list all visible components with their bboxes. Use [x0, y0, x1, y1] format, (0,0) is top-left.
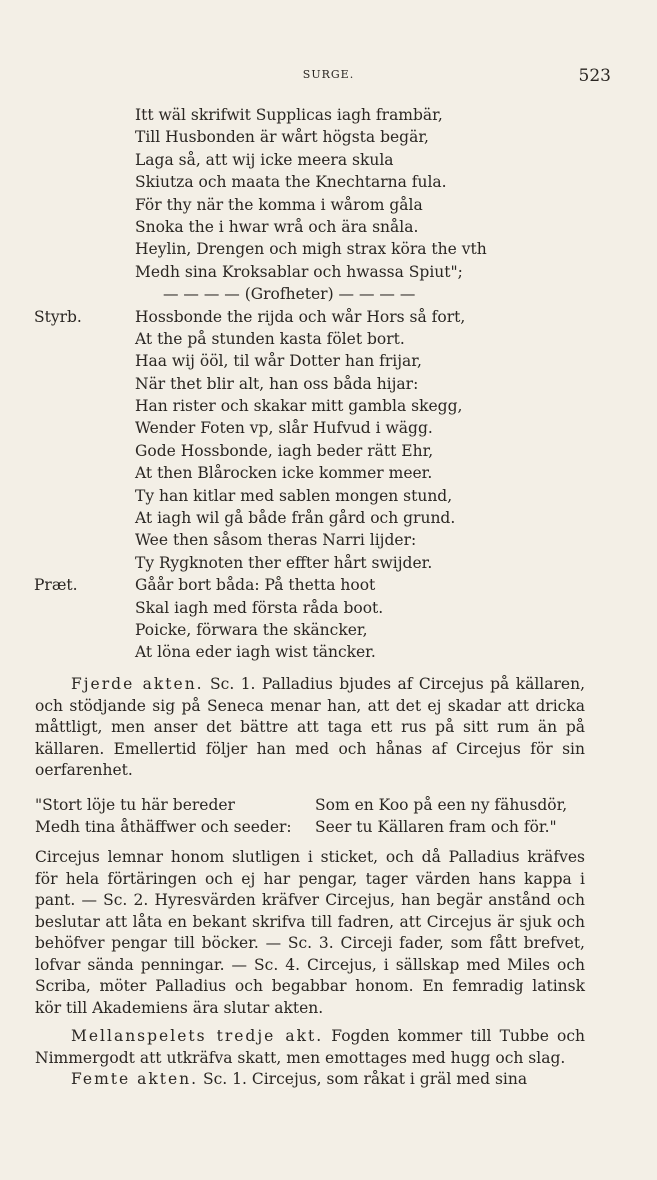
verse-line — [0, 574, 657, 596]
paragraph-text: Sc. 1. Palladius bjudes af Circejus på källaren, och stödjande sig på Seneca menar han, att det ej skadar att dricka måttligt, men anser det bättre att taga ett rus på sitt rum än på källaren. Emellertid följer han med och hånas af Circejus för sin oerfarenhet. — [35, 675, 585, 779]
verse-text: Poicke, förwara the skäncker, — [135, 620, 368, 639]
verse-text: Ty han kitlar med sablen mongen stund, — [135, 486, 453, 505]
verse-text: — — — — (Grofheter) — — — — — [163, 285, 416, 304]
verse-line — [0, 306, 657, 328]
verse-text: At iagh wil gå både från gård och grund. — [135, 509, 456, 528]
verse-text: Laga så, att wij icke meera skula — [135, 150, 394, 169]
verse-line — [0, 395, 657, 417]
running-header: SURGE. — [302, 68, 355, 81]
paragraph-act-five — [35, 1069, 585, 1091]
act-heading: Femte akten. — [71, 1070, 199, 1088]
quote-left-2: Medh tina åthäffwer och seeder: — [35, 817, 292, 836]
verse-text: Ty Rygknoten ther effter hårt swijder. — [135, 553, 433, 572]
speaker-name: Styrb. — [34, 307, 82, 326]
verse-text: Wee then såsom theras Narri lijder: — [135, 531, 417, 550]
verse-line — [0, 328, 657, 350]
verse-text: Wender Foten vp, slår Hufvud i wägg. — [135, 419, 433, 438]
verse-line — [0, 552, 657, 574]
verse-line — [0, 126, 657, 148]
verse-line — [0, 619, 657, 641]
verse-text: Till Husbonden är wårt högsta begär, — [135, 128, 429, 147]
verse-text: Medh sina Kroksablar och hwassa Spiut"; — [135, 262, 463, 281]
act-heading: Mellanspelets tredje akt. — [71, 1027, 324, 1045]
verse-text: At löna eder iagh wist täncker. — [135, 643, 376, 662]
verse-text: Snoka the i hwar wrå och ära snåla. — [135, 217, 419, 236]
verse-line — [0, 440, 657, 462]
paragraph-text: Fogden kommer till Tubbe och Nimmergodt att utkräfva skatt, men emottages med hugg och slag. — [35, 1027, 585, 1067]
verse-text: At then Blårocken icke kommer meer. — [135, 464, 433, 483]
verse-line — [0, 261, 657, 283]
quote-left-1: "Stort löje tu här bereder — [35, 796, 235, 814]
verse-block — [0, 104, 657, 664]
verse-line — [0, 350, 657, 372]
paragraph-text: Circejus lemnar honom slutligen i sticket, och då Palladius kräfves för hela förtäringen och ej har pengar, tager värden hans kappa i pant. — Sc. 2. Hyresvärden kräfver Circejus, han begär anstånd och beslutar att låta en bekant skrifva till fadren, att Circejus är sjuk och behöfver pengar till böcker. — Sc. 3. Circeji fader, som fått brefvet, lofvar sända penningar. — Sc. 4. Circejus, i sällskap med Miles och Scriba, möter Palladius och begabbar honom. En femradig latinsk kör till Akademiens ära slutar akten. — [35, 848, 585, 1017]
quoted-verse — [35, 795, 595, 838]
verse-text: Itt wäl skrifwit Supplicas iagh frambär, — [135, 106, 443, 124]
verse-line — [0, 238, 657, 260]
verse-text: Gode Hossbonde, iagh beder rätt Ehr, — [135, 441, 434, 460]
verse-line — [0, 507, 657, 529]
verse-text: Skiutza och maata the Knechtarna fula. — [135, 173, 447, 192]
verse-text: Han rister och skakar mitt gambla skegg, — [135, 397, 463, 416]
verse-line — [0, 104, 657, 126]
quote-right-1: Som en Koo på een ny fähusdör, — [315, 796, 568, 814]
verse-line — [0, 462, 657, 484]
paragraph-interlude — [35, 1026, 585, 1069]
verse-line — [0, 529, 657, 551]
verse-text: När thet blir alt, han oss båda hijar: — [135, 374, 419, 393]
verse-line — [0, 149, 657, 171]
verse-line — [0, 194, 657, 216]
quote-right-2: Seer tu Källaren fram och för." — [315, 817, 557, 836]
verse-text: Haa wij ööl, til wår Dotter han frijar, — [135, 352, 422, 371]
verse-line — [0, 597, 657, 619]
verse-text: Gåår bort båda: På thetta hoot — [135, 576, 376, 595]
verse-line — [0, 417, 657, 439]
verse-line — [0, 216, 657, 238]
verse-text: För thy när the komma i wårom gåla — [135, 195, 423, 214]
verse-line — [0, 641, 657, 663]
verse-text: At the på stunden kasta fölet bort. — [135, 329, 405, 348]
verse-line — [0, 283, 657, 305]
verse-line — [0, 485, 657, 507]
speaker-name: Præt. — [34, 576, 78, 595]
act-heading: Fjerde akten. — [71, 675, 204, 693]
verse-line — [0, 373, 657, 395]
paragraph-scenes — [35, 847, 585, 1019]
verse-text: Hossbonde the rijda och wår Hors så fort, — [135, 307, 466, 326]
verse-line — [0, 171, 657, 193]
page-number: 523 — [578, 66, 611, 86]
verse-text: Heylin, Drengen och migh strax köra the vth — [135, 240, 487, 259]
verse-text: Skal iagh med första råda boot. — [135, 598, 384, 617]
paragraph-text: Sc. 1. Circejus, som råkat i gräl med sina — [198, 1070, 528, 1088]
paragraph-act-four — [35, 674, 585, 782]
